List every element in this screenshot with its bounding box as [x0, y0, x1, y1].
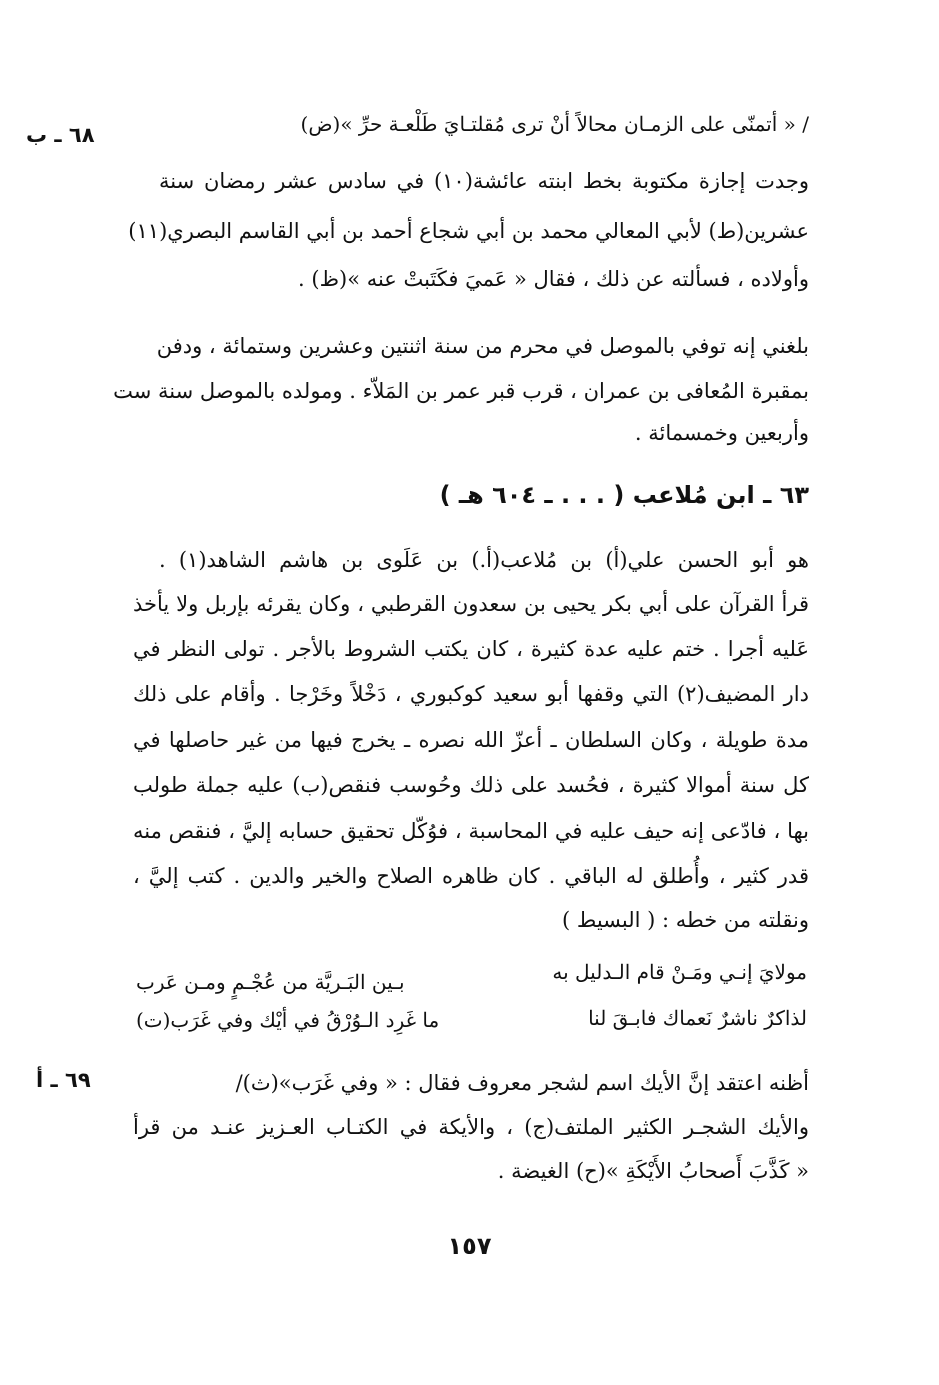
margin-note-bottom: ٦٩ ـ أ — [36, 1068, 91, 1092]
paragraph-line: « كَذَّبَ أَصحابُ الأَيْكَةِ »(ح) الغيضة . — [497, 1159, 809, 1183]
verse-top-line: / « أتمنّى على الزمـان محالاً أنْ ترى مُقلتـايَ طَلْعـة حرِّ »(ض) — [300, 112, 809, 136]
paragraph-line: بمقبرة المُعافى بن عمران ، قرب قبر عمر بن المَلاّء . ومولده بالموصل سنة ست — [113, 379, 809, 403]
entry-heading: ٦٣ ـ ابن مُلاعب ( . . . ـ ٦٠٤ هـ ) — [439, 481, 809, 509]
paragraph-line: هو أبو الحسن علي(أ) بن مُلاعب(أ.) بن عَلَوى بن هاشم الشاهد(١) . — [159, 548, 810, 572]
poem-hemistich-right: لذاكرٌ ناشرٌ نَعماك فابـقَ لنا — [588, 1006, 807, 1030]
paragraph-line: وأولاده ، فسألته عن ذلك ، فقال « عَميَ فكَتَبتْ عنه »(ظ) . — [298, 267, 809, 291]
poem-hemistich-left: ما غَرِد الـوُرْقُ في أيْك وفي غَرَب(ت) — [136, 1008, 440, 1032]
paragraph-line: وأربعين وخمسمائة . — [634, 421, 809, 445]
paragraph-line: أظنه اعتقد إنَّ الأيك اسم لشجر معروف فقال : « وفي غَرَب»(ث)/ — [235, 1071, 809, 1095]
paragraph-line: قرأ القرآن على أبي بكر يحيى بن سعدون القرطبي ، وكان يقرئه بإربل ولا يأخذ — [133, 592, 809, 616]
paragraph-line: عَليه أجرا . ختم عليه عدة كثيرة ، كان يكتب الشروط بالأجر . تولى النظر في — [133, 637, 809, 661]
paragraph-line: عشرين(ط) لأبي المعالي محمد بن أبي شجاع أحمد بن أبي القاسم البصري(١١) — [128, 219, 809, 243]
paragraph-line: بها ، فادّعى إنه حيف عليه في المحاسبة ، فوُكّل تحقيق حسابه إليَّ ، فنقص منه — [133, 819, 809, 843]
paragraph-line: كل سنة أموالا كثيرة ، فحُسد على ذلك وحُوسب فنقص(ب) عليه جملة طولب — [133, 773, 809, 797]
paragraph-line: وجدت إجازة مكتوبة بخط ابنته عائشة(١٠) في سادس عشر رمضان سنة — [159, 169, 809, 193]
page-number: ١٥٧ — [447, 1232, 492, 1260]
poem-hemistich-right: مولايَ إنـي ومَـنْ قام الـدليل به — [552, 960, 807, 984]
paragraph-line: ونقلته من خطه : ( البسيط ) — [562, 908, 809, 932]
paragraph-line: والأيك الشجـر الكثير الملتف(ج) ، والأيكة في الكتـاب العـزيز عنـد من قرأ — [133, 1115, 809, 1139]
paragraph-line: بلغني إنه توفي بالموصل في محرم من سنة اثنتين وعشرين وستمائة ، ودفن — [156, 334, 809, 358]
paragraph-line: قدر كثير ، وأُطلق له الباقي . كان ظاهره الصلاح والخير والدين . كتب إليَّ ، — [133, 864, 809, 888]
margin-note-top: ٦٨ ـ ب — [26, 123, 95, 147]
paragraph-line: مدة طويلة ، وكان السلطان ـ أعزّ الله نصره ـ يخرج فيها من غير حاصلها في — [133, 728, 809, 752]
poem-hemistich-left: بـين البَـريَّة من عُجْـمٍ ومـن عَرب — [136, 970, 405, 994]
paragraph-line: دار المضيف(٢) التي وقفها أبو سعيد كوكبوري ، دَخْلاً وخَرْجا . وأقام على ذلك — [133, 682, 809, 706]
